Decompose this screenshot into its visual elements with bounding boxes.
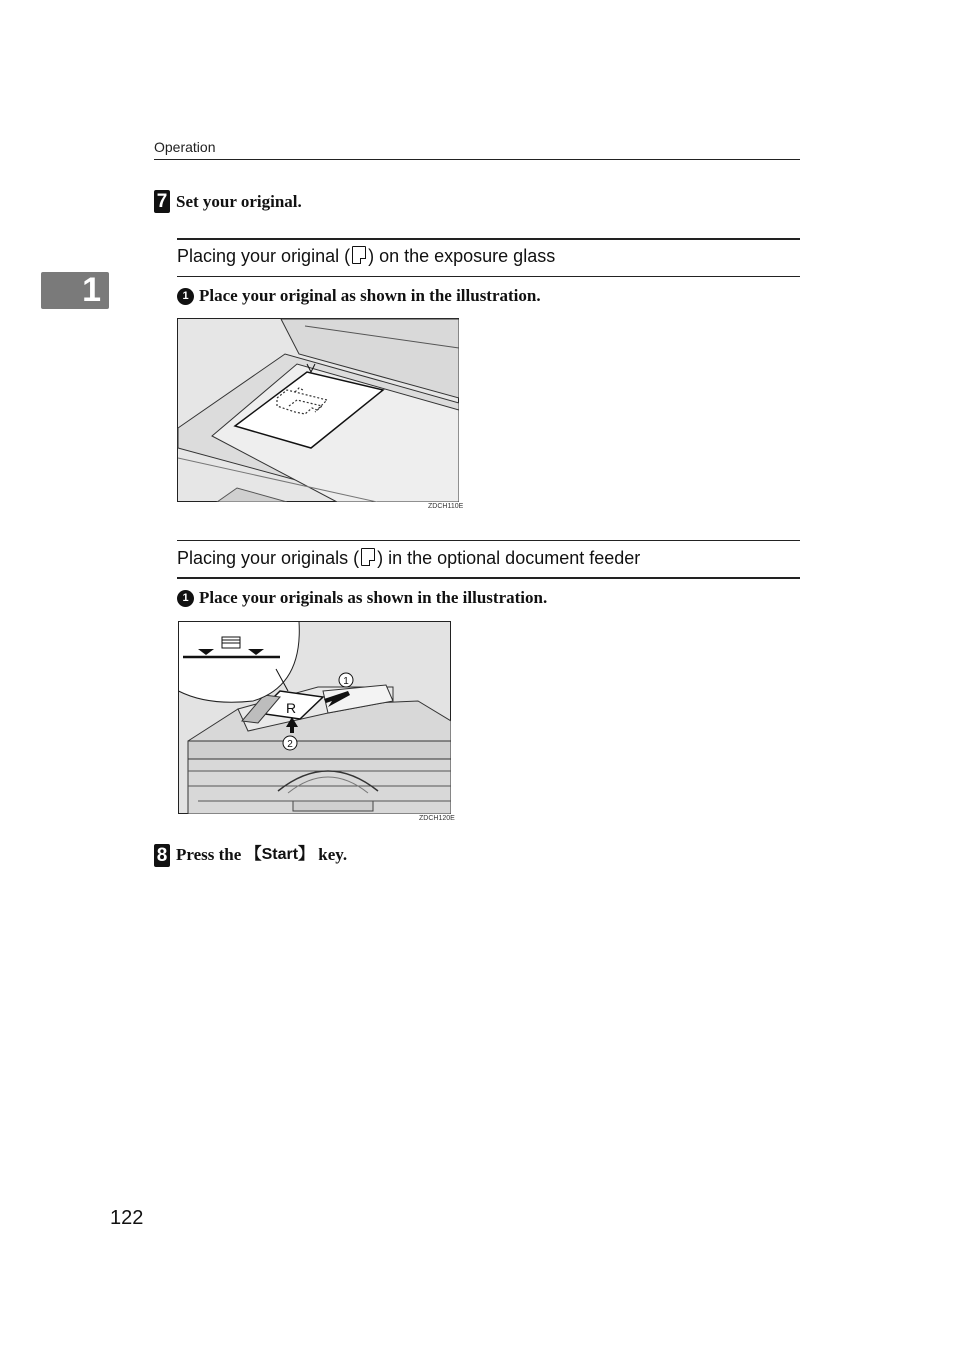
section-title-part: ) in the optional document feeder — [377, 548, 641, 568]
step-text-before: Press the — [176, 845, 246, 865]
section-rule-top — [177, 540, 800, 541]
step-number: 8 — [154, 844, 170, 867]
chapter-tab — [41, 272, 109, 309]
original-orientation-icon — [361, 548, 375, 566]
step-text-after: key. — [314, 845, 348, 865]
section-rule-top — [177, 238, 800, 240]
exposure-glass-illustration — [177, 318, 459, 502]
substep-bullet: 1 — [177, 288, 194, 305]
chapter-number: 1 — [82, 271, 101, 309]
section-title-part: Placing your original ( — [177, 246, 351, 266]
substep-bullet: 1 — [177, 590, 194, 607]
substep-text: Place your originals as shown in the illustration. — [199, 588, 548, 608]
callout-1: 1 — [343, 676, 349, 687]
header-rule — [154, 159, 800, 160]
step-7 — [154, 190, 302, 213]
step-8 — [154, 841, 347, 867]
substep-exposure-glass — [177, 285, 541, 306]
substep-text: Place your original as shown in the illustration. — [199, 286, 541, 306]
section-title-part: ) on the exposure glass — [368, 246, 556, 266]
substep-document-feeder — [177, 587, 547, 608]
figure-code: ZDCH120E — [419, 815, 455, 822]
original-orientation-icon — [352, 246, 366, 264]
section-rule-bottom — [177, 577, 800, 579]
document-feeder-illustration — [178, 621, 451, 814]
start-key-text: Start — [261, 846, 299, 863]
step-number: 7 — [154, 190, 170, 213]
page-number: 122 — [110, 1207, 144, 1229]
section-title-part: Placing your originals ( — [177, 548, 360, 568]
original-letter: R — [286, 700, 297, 716]
figure-document-feeder — [178, 621, 451, 814]
running-head: Operation — [154, 139, 216, 155]
step-text: Set your original. — [176, 191, 302, 211]
figure-code: ZDCH110E — [428, 503, 464, 510]
section-title-exposure-glass — [177, 246, 555, 267]
callout-2: 2 — [287, 739, 293, 750]
start-key-label: 【Start】 — [245, 846, 315, 863]
figure-exposure-glass — [177, 318, 459, 502]
section-rule-bottom — [177, 276, 800, 277]
section-title-document-feeder — [177, 548, 640, 569]
